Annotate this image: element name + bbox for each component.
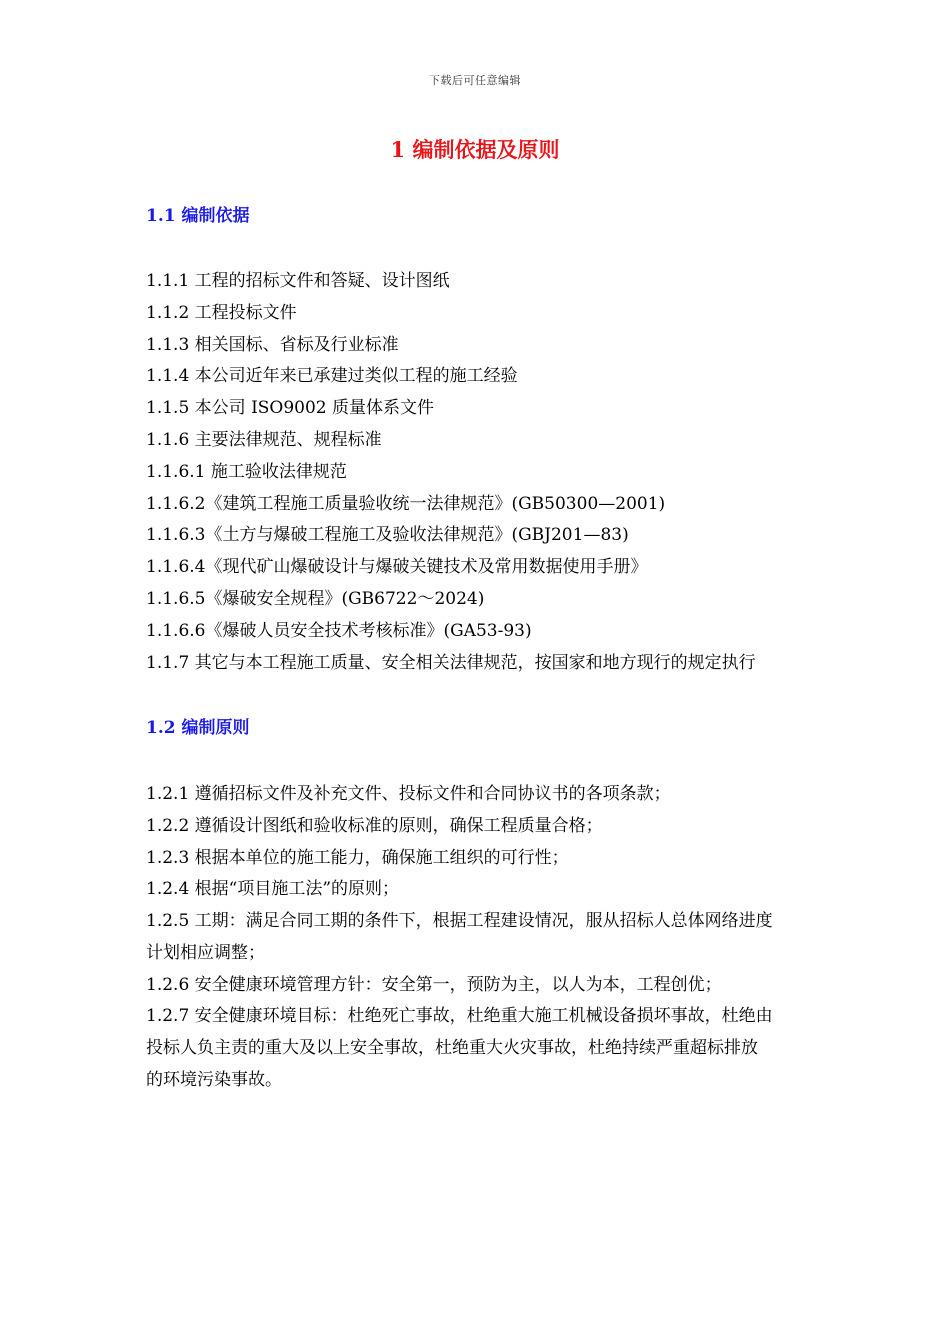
list-item: 1.1.2 工程投标文件 [146,302,297,323]
list-item: 1.2.3 根据本单位的施工能力，确保施工组织的可行性； [146,847,569,868]
principle-item-targets [146,1001,852,1096]
section-heading-basis: 1.1 编制依据 [146,206,250,226]
list-item: 1.1.3 相关国标、省标及行业标准 [146,334,399,355]
list-item: 1.1.6 主要法律规范、规程标准 [146,429,382,450]
list-item: 1.2.1 遵循招标文件及补充文件、投标文件和合同协议书的各项条款； [146,784,671,804]
paragraph-line: 计划相应调整； [146,942,265,963]
list-item: 1.1.6.1 施工验收法律规范 [146,461,347,482]
list-item: 1.1.1 工程的招标文件和答疑、设计图纸 [146,271,450,291]
principles-list [146,779,852,906]
section-heading-principles: 1.2 编制原则 [146,718,250,738]
principle-item-policy [146,970,852,1002]
page-header-note: 下载后可任意编辑 [429,74,521,87]
page-title: 1 编制依据及原则 [390,137,560,162]
paragraph-line: 1.2.7 安全健康环境目标：杜绝死亡事故，杜绝重大施工机械设备损坏事故，杜绝由 [146,1006,773,1026]
principle-item-schedule [146,906,852,970]
basis-list [146,266,852,679]
list-item: 1.1.6.5《爆破安全规程》(GB6722～2024) [146,588,485,609]
paragraph-line: 1.2.6 安全健康环境管理方针：安全第一，预防为主，以人为本，工程创优； [146,975,722,995]
list-item: 1.2.4 根据“项目施工法”的原则； [146,879,400,900]
list-item: 1.1.4 本公司近年来已承建过类似工程的施工经验 [146,366,518,387]
paragraph-line: 投标人负主责的重大及以上安全事故，杜绝重大火灾事故，杜绝持续严重超标排放 [146,1037,758,1058]
list-item: 1.1.6.4《现代矿山爆破设计与爆破关键技术及常用数据使用手册》 [146,557,648,578]
paragraph-line: 的环境污染事故。 [146,1069,282,1090]
list-item: 1.1.7 其它与本工程施工质量、安全相关法律规范，按国家和地方现行的规定执行 [146,652,756,673]
list-item: 1.1.5 本公司 ISO9002 质量体系文件 [146,398,435,419]
paragraph-line: 1.2.5 工期：满足合同工期的条件下，根据工程建设情况，服从招标人总体网络进度 [146,911,773,931]
list-item: 1.2.2 遵循设计图纸和验收标准的原则，确保工程质量合格； [146,815,603,836]
list-item: 1.1.6.6《爆破人员安全技术考核标准》(GA53-93) [146,620,532,641]
list-item: 1.1.6.3《土方与爆破工程施工及验收法律规范》(GBJ201—83) [146,525,629,546]
list-item: 1.1.6.2《建筑工程施工质量验收统一法律规范》(GB50300—2001) [146,493,666,514]
